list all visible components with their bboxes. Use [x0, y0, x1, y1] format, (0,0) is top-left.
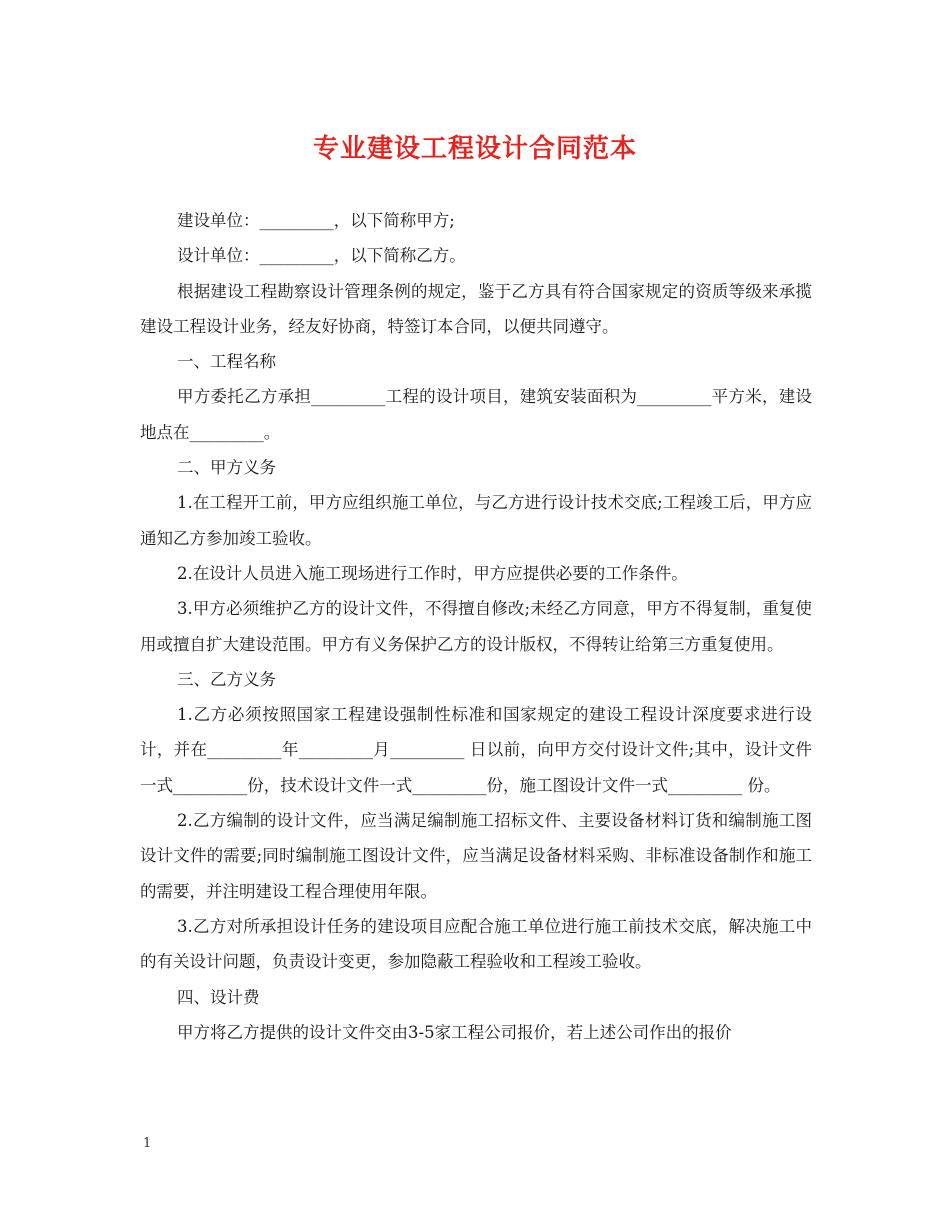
paragraph-design-fee: 甲方将乙方提供的设计文件交由3-5家工程公司报价，若上述公司作出的报价 — [177, 1022, 732, 1042]
section-heading-party-b-obligations: 三、乙方义务 — [177, 669, 276, 689]
paragraph-design-unit: 设计单位：_________，以下简称乙方。 — [177, 246, 466, 266]
section-heading-party-a-obligations: 二、甲方义务 — [177, 458, 276, 478]
document-body — [140, 203, 812, 1050]
section-heading-design-fee: 四、设计费 — [177, 987, 260, 1007]
paragraph-construction-unit: 建设单位：_________，以下简称甲方; — [177, 211, 455, 230]
section-heading-project-name: 一、工程名称 — [177, 352, 276, 372]
paragraph-preamble: 根据建设工程勘察设计管理条例的规定，鉴于乙方具有符合国家规定的资质等级来承揽建设工程设计业务，经友好协商，特签订本合同，以便共同遵守。 — [140, 281, 812, 336]
document-title: 专业建设工程设计合同范本 — [312, 134, 637, 164]
paragraph-party-a-item-1: 1.在工程开工前，甲方应组织施工单位，与乙方进行设计技术交底;工程竣工后，甲方应通知乙方参加竣工验收。 — [140, 493, 812, 548]
paragraph-party-b-item-1: 1.乙方必须按照国家工程建设强制性标准和国家规定的建设工程设计深度要求进行设计，并在_________年_________月_________ 日以前，向甲方交付设计文件;其中，设计文件一式_________份，技术设计文件一式_________份，施工图设计文件一式_________ 份。 — [140, 705, 812, 795]
paragraph-party-a-item-2: 2.在设计人员进入施工现场进行工作时，甲方应提供必要的工作条件。 — [177, 563, 688, 583]
paragraph-party-a-item-3: 3.甲方必须维护乙方的设计文件，不得擅自修改;未经乙方同意，甲方不得复制，重复使用或擅自扩大建设范围。甲方有义务保护乙方的设计版权，不得转让给第三方重复使用。 — [140, 599, 812, 654]
page-number: 1 — [143, 1136, 152, 1151]
paragraph-party-b-item-2: 2.乙方编制的设计文件，应当满足编制施工招标文件、主要设备材料订货和编制施工图设计文件的需要;同时编制施工图设计文件，应当满足设备材料采购、非标准设备制作和施工的需要，并注明建设工程合理使用年限。 — [140, 811, 812, 901]
paragraph-project-scope: 甲方委托乙方承担_________工程的设计项目，建筑安装面积为_________平方米，建设地点在_________。 — [140, 387, 812, 442]
paragraph-party-b-item-3: 3.乙方对所承担设计任务的建设项目应配合施工单位进行施工前技术交底，解决施工中的有关设计问题，负责设计变更，参加隐蔽工程验收和工程竣工验收。 — [140, 916, 812, 972]
